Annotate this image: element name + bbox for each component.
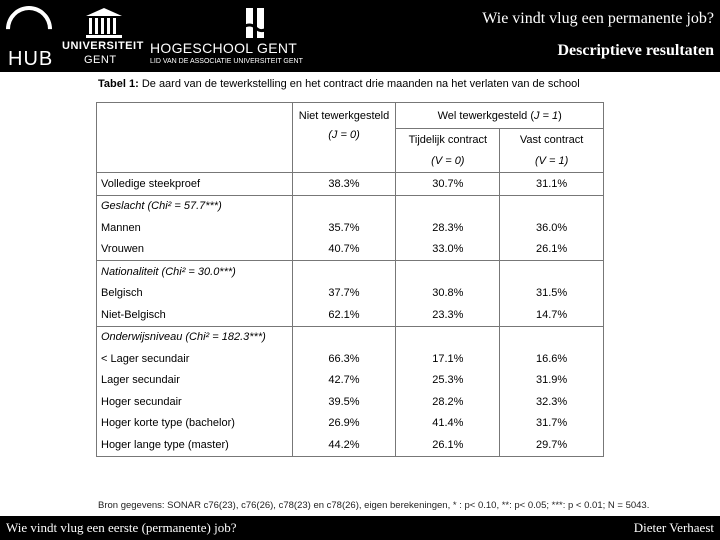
row-label: Hoger lange type (master) bbox=[97, 434, 293, 456]
cell-value: 31.1% bbox=[500, 173, 604, 196]
cell-value: 25.3% bbox=[396, 370, 500, 392]
header-not-employed: Niet tewerkgesteld bbox=[292, 103, 396, 129]
cell-value: 37.7% bbox=[292, 283, 396, 305]
cell-value: 31.5% bbox=[500, 283, 604, 305]
hub-logo bbox=[6, 6, 58, 68]
group-heading-row bbox=[97, 326, 604, 348]
cell-value: 44.2% bbox=[292, 434, 396, 456]
table-row bbox=[97, 283, 604, 305]
cell-value: 16.6% bbox=[500, 348, 604, 370]
row-label: Mannen bbox=[97, 217, 293, 239]
slide-title: Wie vindt vlug een permanente job? bbox=[482, 10, 714, 27]
row-label: Hoger korte type (bachelor) bbox=[97, 413, 293, 435]
cell-value: 41.4% bbox=[396, 413, 500, 435]
cell-value: 40.7% bbox=[292, 239, 396, 261]
table-row bbox=[97, 304, 604, 326]
table-caption-text: De aard van de tewerkstelling en het contract drie maanden na het verlaten van de school bbox=[138, 78, 580, 90]
group-heading: Nationaliteit (Chi² = 30.0***) bbox=[97, 261, 293, 283]
cell-value: 23.3% bbox=[396, 304, 500, 326]
slide-footer bbox=[0, 516, 720, 540]
cell-value: 31.9% bbox=[500, 370, 604, 392]
footer-left: Wie vindt vlug een eerste (permanente) job? bbox=[6, 520, 237, 535]
header-row-3 bbox=[97, 151, 604, 173]
table-caption-label: Tabel 1: bbox=[98, 78, 139, 90]
cell-value: 26.1% bbox=[500, 239, 604, 261]
ugent-logo-line2: GENT bbox=[84, 54, 117, 66]
source-note: Bron gegevens: SONAR c76(23), c76(26), c78(23) en c78(26), eigen berekeningen, * : p< 0.10, **: p< 0.05; ***: p < 0.01; N = 5043. bbox=[98, 500, 650, 511]
header-empty-cell bbox=[97, 103, 293, 151]
cell-value: 29.7% bbox=[500, 434, 604, 456]
cell-value: 17.1% bbox=[396, 348, 500, 370]
row-label: Niet-Belgisch bbox=[97, 304, 293, 326]
row-label: < Lager secundair bbox=[97, 348, 293, 370]
cell-value: 66.3% bbox=[292, 348, 396, 370]
table-row bbox=[97, 348, 604, 370]
header-permanent: Vast contract bbox=[500, 129, 604, 151]
hogeschool-logo-line1: HOGESCHOOL GENT bbox=[150, 40, 298, 56]
results-table bbox=[96, 102, 604, 457]
hogeschool-mark-icon bbox=[242, 8, 270, 42]
header-temporary: Tijdelijk contract bbox=[396, 129, 500, 151]
cell-value: 32.3% bbox=[500, 391, 604, 413]
group-heading: Onderwijsniveau (Chi² = 182.3***) bbox=[97, 326, 293, 348]
cell-value: 26.1% bbox=[396, 434, 500, 456]
table-row bbox=[97, 239, 604, 261]
group-heading: Geslacht (Chi² = 57.7***) bbox=[97, 195, 293, 217]
cell-value: 42.7% bbox=[292, 370, 396, 392]
row-label: Lager secundair bbox=[97, 370, 293, 392]
table-row bbox=[97, 391, 604, 413]
ugent-logo bbox=[62, 6, 146, 68]
cell-value: 36.0% bbox=[500, 217, 604, 239]
header-spacer bbox=[292, 151, 396, 173]
hogeschool-logo bbox=[150, 8, 303, 68]
header-temporary-code: (V = 0) bbox=[396, 151, 500, 173]
table-row bbox=[97, 217, 604, 239]
cell-value: 33.0% bbox=[396, 239, 500, 261]
header-empty-cell-2 bbox=[97, 151, 293, 173]
group-heading-row bbox=[97, 195, 604, 217]
cell-value: 39.5% bbox=[292, 391, 396, 413]
cell-value: 28.3% bbox=[396, 217, 500, 239]
table-row bbox=[97, 434, 604, 456]
table-row bbox=[97, 413, 604, 435]
row-label: Belgisch bbox=[97, 283, 293, 305]
cell-value: 30.8% bbox=[396, 283, 500, 305]
slide-header bbox=[0, 0, 720, 72]
university-building-icon bbox=[84, 8, 124, 38]
table-row bbox=[97, 370, 604, 392]
ugent-logo-line1: UNIVERSITEIT bbox=[62, 40, 144, 52]
row-label: Volledige steekproef bbox=[97, 173, 293, 196]
table-row-full-sample bbox=[97, 173, 604, 196]
cell-value: 28.2% bbox=[396, 391, 500, 413]
header-not-employed-code: (J = 0) bbox=[292, 129, 396, 151]
hogeschool-logo-line2: LID VAN DE ASSOCIATIE UNIVERSITEIT GENT bbox=[150, 58, 303, 65]
cell-value: 62.1% bbox=[292, 304, 396, 326]
group-heading-row bbox=[97, 261, 604, 283]
cell-value: 30.7% bbox=[396, 173, 500, 196]
slide-subtitle: Descriptieve resultaten bbox=[557, 42, 714, 59]
header-row-1 bbox=[97, 103, 604, 129]
header-employed: Wel tewerkgesteld (J = 1) bbox=[396, 103, 604, 129]
hub-logo-text: HUB bbox=[8, 48, 54, 70]
cell-value: 35.7% bbox=[292, 217, 396, 239]
table-caption bbox=[98, 78, 580, 90]
cell-value: 14.7% bbox=[500, 304, 604, 326]
header-permanent-code: (V = 1) bbox=[500, 151, 604, 173]
row-label: Hoger secundair bbox=[97, 391, 293, 413]
cell-value: 31.7% bbox=[500, 413, 604, 435]
row-label: Vrouwen bbox=[97, 239, 293, 261]
cell-value: 38.3% bbox=[292, 173, 396, 196]
footer-right: Dieter Verhaest bbox=[633, 520, 714, 535]
cell-value: 26.9% bbox=[292, 413, 396, 435]
